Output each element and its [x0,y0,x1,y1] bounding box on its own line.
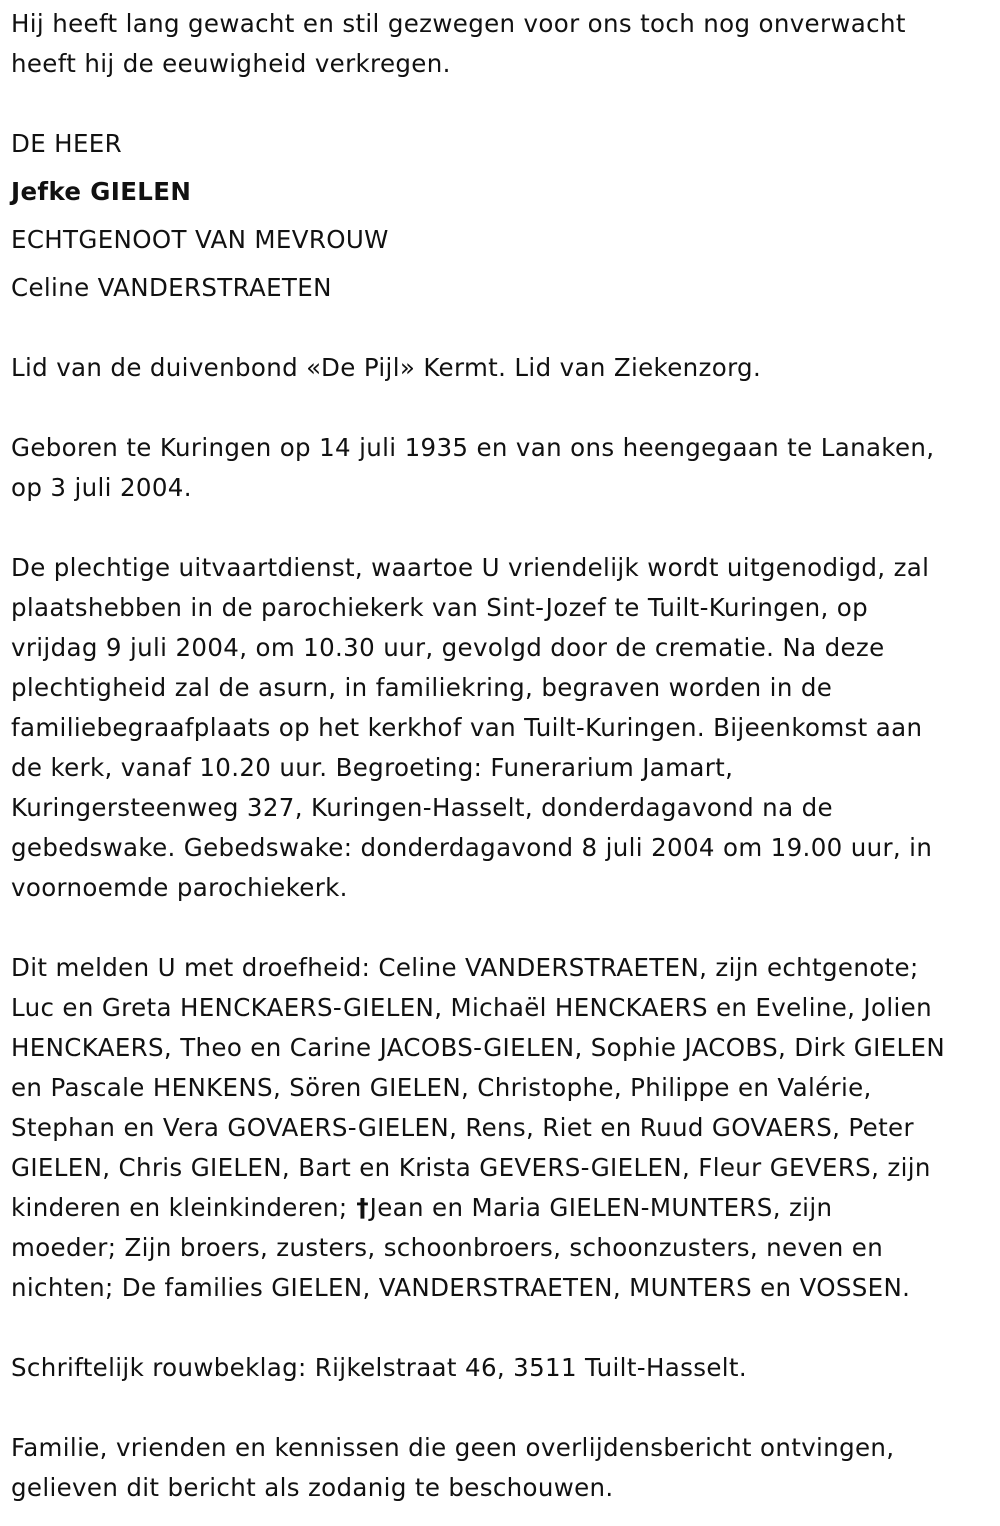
ceremony-line: plechtigheid zal de asurn, in familiekring, begraven worden in de [11,673,833,702]
ceremony-line: Kuringersteenweg 327, Kuringen-Hasselt, donderdagavond na de [11,793,833,822]
ceremony-line: familiebegraafplaats op het kerkhof van Tuilt-Kuringen. Bijeenkomst aan [11,713,923,742]
family-line-end: Jean en Maria GIELEN-MUNTERS, zijn [369,1193,833,1222]
closing-line: gelieven dit bericht als zodanig te beschouwen. [11,1473,614,1502]
cross-icon: † [356,1193,369,1222]
family-line: moeder; Zijn broers, zusters, schoonbroers, schoonzusters, neven en [11,1233,884,1262]
family-paragraph [11,948,990,1308]
ceremony-line: vrijdag 9 juli 2004, om 10.30 uur, gevolgd door de crematie. Na deze [11,633,885,662]
ceremony-line: plaatshebben in de parochiekerk van Sint-Jozef te Tuilt-Kuringen, op [11,593,869,622]
birth-death-paragraph [11,428,990,508]
family-line: en Pascale HENKENS, Sören GIELEN, Christophe, Philippe en Valérie, [11,1073,872,1102]
family-line: nichten; De families GIELEN, VANDERSTRAETEN, MUNTERS en VOSSEN. [11,1273,911,1302]
family-line: Dit melden U met droefheid: Celine VANDERSTRAETEN, zijn echtgenote; [11,953,919,982]
birth-death-line: Geboren te Kuringen op 14 juli 1935 en van ons heengegaan te Lanaken, [11,433,935,462]
intro-line: Hij heeft lang gewacht en stil gezwegen voor ons toch nog onverwacht [11,9,906,38]
salutation: DE HEER [11,129,122,158]
family-line-start: kinderen en kleinkinderen; [11,1193,356,1222]
deceased-name: Jefke GIELEN [11,177,192,206]
deceased-header [11,124,990,308]
family-line: Luc en Greta HENCKAERS-GIELEN, Michaël HENCKAERS en Eveline, Jolien [11,993,932,1022]
membership-paragraph [11,348,990,388]
family-line: Stephan en Vera GOVAERS-GIELEN, Rens, Riet en Ruud GOVAERS, Peter [11,1113,914,1142]
family-line: HENCKAERS, Theo en Carine JACOBS-GIELEN, Sophie JACOBS, Dirk GIELEN [11,1033,946,1062]
closing-line: Familie, vrienden en kennissen die geen overlijdensbericht ontvingen, [11,1433,895,1462]
spouse-name: Celine VANDERSTRAETEN [11,273,332,302]
condolence-line: Schriftelijk rouwbeklag: Rijkelstraat 46, 3511 Tuilt-Hasselt. [11,1353,748,1382]
condolence-paragraph [11,1348,990,1388]
ceremony-line: gebedswake. Gebedswake: donderdagavond 8 juli 2004 om 19.00 uur, in [11,833,933,862]
ceremony-line: voornoemde parochiekerk. [11,873,348,902]
relation-label: ECHTGENOOT VAN MEVROUW [11,225,389,254]
ceremony-line: De plechtige uitvaartdienst, waartoe U vriendelijk wordt uitgenodigd, zal [11,553,930,582]
closing-paragraph [11,1428,990,1508]
intro-verse [11,4,990,84]
birth-death-line: op 3 juli 2004. [11,473,192,502]
family-line: GIELEN, Chris GIELEN, Bart en Krista GEVERS-GIELEN, Fleur GEVERS, zijn [11,1153,931,1182]
membership-line: Lid van de duivenbond «De Pijl» Kermt. Lid van Ziekenzorg. [11,353,762,382]
family-line-with-cross [11,1188,990,1228]
intro-line: heeft hij de eeuwigheid verkregen. [11,49,451,78]
ceremony-paragraph [11,548,990,908]
ceremony-line: de kerk, vanaf 10.20 uur. Begroeting: Funerarium Jamart, [11,753,734,782]
